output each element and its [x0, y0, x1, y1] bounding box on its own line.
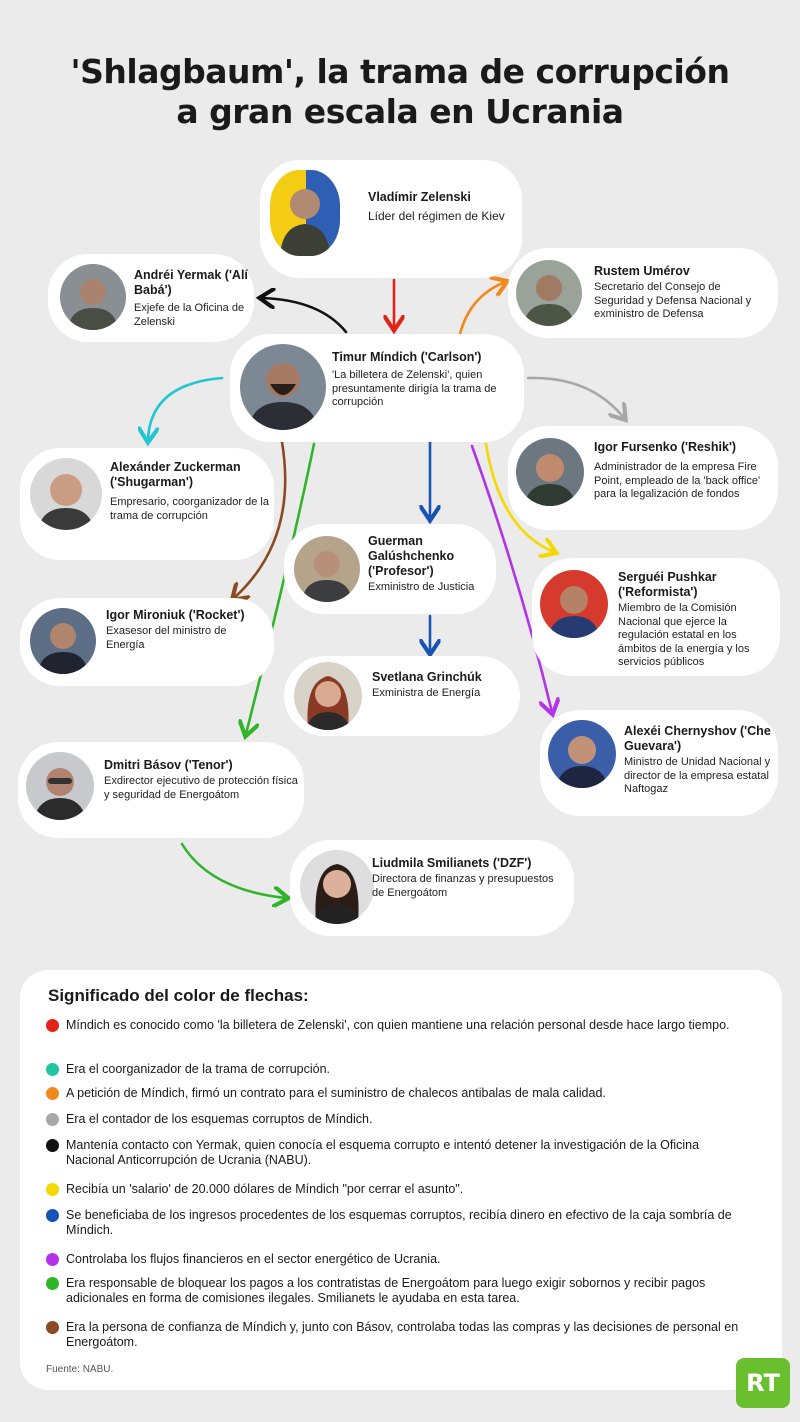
card-grinchuk — [284, 656, 520, 736]
fursenko-photo — [516, 438, 584, 506]
galushchenko-name: Guerman Galúshchenko ('Profesor') — [368, 534, 455, 578]
arrow-green-2 — [182, 844, 286, 898]
legend-item-text: Recibía un 'salario' de 20.000 dólares de Míndich "por cerrar el asunto". — [66, 1182, 464, 1196]
umerov-name: Rustem Umérov — [594, 264, 690, 278]
legend-item-text: Míndich es conocido como 'la billetera de Zelenski', con quien mantiene una relación personal desde hace largo tiempo. — [66, 1018, 730, 1032]
legend-color-dot — [46, 1183, 59, 1196]
grinchuk-photo — [294, 662, 362, 730]
chernyshov-desc: Ministro de Unidad Nacional y director de la empresa estatal Naftogaz — [624, 756, 771, 795]
galushchenko-desc: Exministro de Justicia — [368, 581, 475, 593]
fursenko-desc: Administrador de la empresa Fire Point, empleado de la 'back office' para la legalización de fondos — [594, 461, 761, 500]
fursenko-name: Igor Fursenko ('Reshik') — [594, 440, 737, 454]
arrow-color-legend — [20, 970, 782, 1390]
legend-color-dot — [46, 1063, 59, 1076]
basov-photo — [26, 752, 94, 820]
card-zuckerman — [20, 448, 274, 560]
legend-color-dot — [46, 1139, 59, 1152]
card-pushkar — [532, 558, 780, 676]
legend-item — [46, 1112, 746, 1127]
legend-color-dot — [46, 1087, 59, 1100]
smilianets-name: Liudmila Smilianets ('DZF') — [372, 856, 532, 870]
arrow-teal — [148, 378, 222, 440]
legend-item-text: Era el coorganizador de la trama de corrupción. — [66, 1062, 331, 1076]
title-line-2: a gran escala en Ucrania — [176, 92, 624, 131]
card-galushchenko — [284, 524, 496, 614]
legend-item — [46, 1062, 746, 1077]
legend-color-dot — [46, 1321, 59, 1334]
zuckerman-desc: Empresario, coorganizador de la trama de corrupción — [110, 496, 269, 522]
rt-logo: RT — [736, 1358, 790, 1408]
legend-item — [46, 1320, 746, 1350]
galushchenko-photo — [294, 536, 360, 602]
yermak-name: Andréi Yermak ('Alí Babá') — [134, 268, 248, 297]
umerov-photo — [516, 260, 582, 326]
legend-item-text: Era el contador de los esquemas corruptos de Míndich. — [66, 1112, 373, 1126]
mindich-desc: 'La billetera de Zelenski', quien presuntamente dirigía la trama de corrupción — [332, 369, 497, 408]
card-chernyshov — [540, 710, 778, 816]
zuckerman-name: Alexánder Zuckerman ('Shugarman') — [110, 460, 241, 489]
pushkar-name: Serguéi Pushkar ('Reformista') — [618, 570, 717, 599]
arrow-orange — [460, 282, 505, 334]
legend-color-dot — [46, 1209, 59, 1222]
mironiuk-photo — [30, 608, 96, 674]
legend-color-dot — [46, 1019, 59, 1032]
legend-item-text: A petición de Míndich, firmó un contrato para el suministro de chalecos antibalas de mala calidad. — [66, 1086, 606, 1100]
mironiuk-name: Igor Mironiuk ('Rocket') — [106, 608, 245, 622]
legend-item — [46, 1182, 746, 1197]
basov-name: Dmitri Básov ('Tenor') — [104, 758, 233, 772]
source-note: Fuente: NABU. — [46, 1364, 114, 1375]
legend-color-dot — [46, 1253, 59, 1266]
card-basov — [18, 742, 304, 838]
yermak-desc: Exjefe de la Oficina de Zelenski — [134, 302, 245, 328]
legend-color-dot — [46, 1113, 59, 1126]
card-mironiuk — [20, 598, 274, 686]
card-zelenski — [260, 160, 522, 278]
legend-item — [46, 1252, 746, 1267]
arrow-gray — [528, 378, 624, 418]
zuckerman-photo — [30, 458, 102, 530]
legend-title: Significado del color de flechas: — [48, 986, 309, 1005]
card-umerov — [508, 248, 778, 338]
grinchuk-desc: Exministra de Energía — [372, 687, 481, 699]
pushkar-photo — [540, 570, 608, 638]
title-line-1: 'Shlagbaum', la trama de corrupción — [70, 52, 730, 91]
zelenski-desc: Líder del régimen de Kiev — [368, 209, 505, 223]
legend-item — [46, 1138, 746, 1168]
mironiuk-desc: Exasesor del ministro de Energía — [106, 625, 227, 651]
zelenski-photo — [270, 170, 340, 256]
legend-item-text: Era la persona de confianza de Míndich y, junto con Básov, controlaba todas las compras y las decisiones de personal en Energoátom. — [66, 1320, 739, 1349]
basov-desc: Exdirector ejecutivo de protección física y seguridad de Energoátom — [104, 775, 298, 801]
card-smilianets — [290, 840, 574, 936]
chernyshov-name: Alexéi Chernyshov ('Che Guevara') — [624, 724, 771, 753]
yermak-photo — [60, 264, 126, 330]
card-yermak — [48, 254, 254, 342]
smilianets-photo — [300, 850, 374, 924]
legend-item-text: Mantenía contacto con Yermak, quien conocía el esquema corrupto e intentó detener la investigación de la Oficina Nacional Anticorrupción de Ucrania (NABU). — [66, 1138, 700, 1167]
card-fursenko — [508, 426, 778, 530]
arrow-black — [262, 298, 346, 332]
legend-item-text: Controlaba los flujos financieros en el sector energético de Ucrania. — [66, 1252, 441, 1266]
legend-item-text: Se beneficiaba de los ingresos procedentes de los esquemas corruptos, recibía dinero en efectivo de la caja sombría de Míndich. — [66, 1208, 732, 1237]
card-mindich — [230, 334, 524, 442]
mindich-name: Timur Míndich ('Carlson') — [332, 350, 482, 364]
chernyshov-photo — [548, 720, 616, 788]
legend-item — [46, 1018, 746, 1033]
legend-color-dot — [46, 1277, 59, 1290]
legend-item-text: Era responsable de bloquear los pagos a los contratistas de Energoátom para luego exigir sobornos y recibir pagos adicionales en forma de comisiones ilegales. Smilianets le ayudaba en esta tarea. — [66, 1276, 706, 1305]
umerov-desc: Secretario del Consejo de Seguridad y Defensa Nacional y exministro de Defensa — [594, 281, 752, 320]
smilianets-desc: Directora de finanzas y presupuestos de Energoátom — [372, 873, 554, 899]
legend-item — [46, 1276, 746, 1306]
grinchuk-name: Svetlana Grinchúk — [372, 670, 482, 684]
mindich-photo — [240, 344, 326, 430]
zelenski-name: Vladímir Zelenski — [368, 190, 471, 204]
legend-item — [46, 1086, 746, 1101]
legend-item — [46, 1208, 746, 1238]
pushkar-desc: Miembro de la Comisión Nacional que ejerce la regulación estatal en los ámbitos de la energía y los servicios públicos — [618, 602, 750, 668]
